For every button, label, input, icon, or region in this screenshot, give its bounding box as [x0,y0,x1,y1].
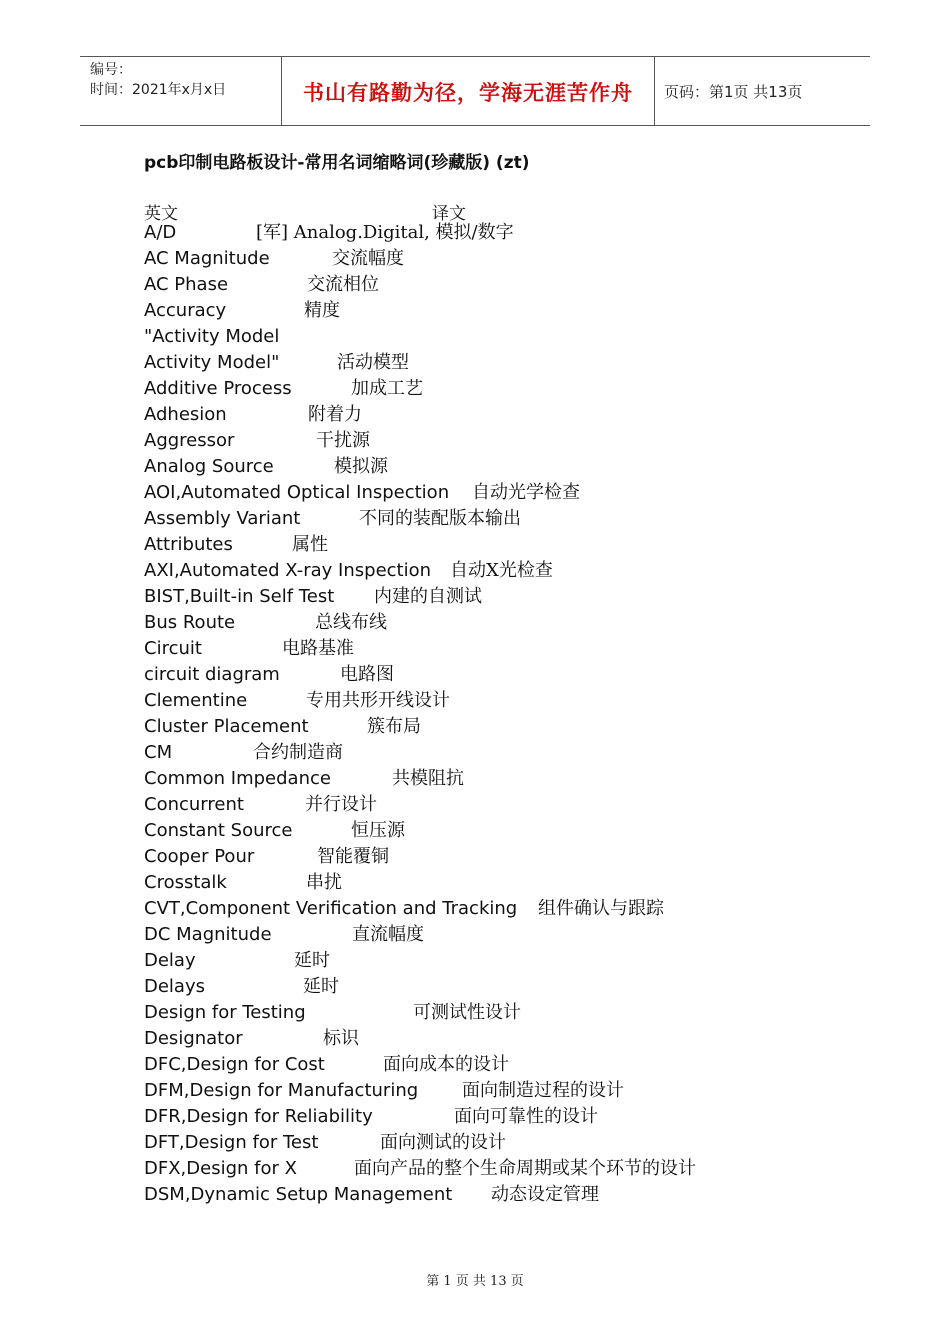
term-english: AC Phase [144,274,229,295]
glossary-entry [144,766,904,792]
term-translation: 面向成本的设计 [383,1054,509,1075]
header-number-label: 编号： [90,62,132,78]
term-english: Crosstalk [144,872,227,893]
term-translation: 电路图 [340,664,394,685]
term-english: "Activity Model [144,326,280,347]
glossary-entry [144,454,904,480]
term-translation: 交流幅度 [332,248,404,269]
glossary-entry [144,662,904,688]
term-translation: 电路基准 [282,638,354,659]
glossary-entry [144,1000,904,1026]
term-english: Bus Route [144,612,236,633]
glossary-entry [144,870,904,896]
term-translation: 干扰源 [316,430,370,451]
glossary-entry [144,584,904,610]
term-english: DFC,Design for Cost [144,1054,325,1075]
page-header [80,56,870,126]
glossary-list [144,220,904,1208]
term-translation: 面向制造过程的设计 [462,1080,624,1101]
column-header-english: 英文 [144,204,178,224]
glossary-entry [144,1052,904,1078]
term-translation: 合约制造商 [253,742,343,763]
term-english: circuit diagram [144,664,280,685]
header-motto: 书山有路勤为径，学海无涯苦作舟 [303,80,633,105]
term-english: DFR,Design for Reliability [144,1106,373,1127]
glossary-entry [144,818,904,844]
glossary-entry [144,714,904,740]
term-english: Designator [144,1028,243,1049]
glossary-entry [144,298,904,324]
glossary-entry [144,506,904,532]
term-translation: 属性 [292,534,328,555]
term-translation: 附着力 [308,404,362,425]
glossary-entry [144,974,904,1000]
term-translation: 交流相位 [307,274,379,295]
term-english: Cluster Placement [144,716,309,737]
term-english: BIST,Built-in Self Test [144,586,335,607]
term-english: DFM,Design for Manufacturing [144,1080,419,1101]
glossary-entry [144,1182,904,1208]
glossary-entry [144,1130,904,1156]
term-english: AOI,Automated Optical Inspection [144,482,450,503]
glossary-entry [144,428,904,454]
column-header-chinese: 译文 [432,204,466,224]
glossary-entry [144,844,904,870]
term-translation: 自动光学检查 [472,482,580,503]
glossary-entry [144,376,904,402]
term-translation: 串扰 [306,872,342,893]
term-translation: 可测试性设计 [413,1002,521,1023]
term-translation: 总线布线 [315,612,387,633]
term-english: DC Magnitude [144,924,272,945]
term-english: Cooper Pour [144,846,255,867]
glossary-entry [144,1156,904,1182]
term-english: Assembly Variant [144,508,301,529]
glossary-entry [144,402,904,428]
term-translation: 面向产品的整个生命周期或某个环节的设计 [354,1158,696,1179]
glossary-entry [144,1104,904,1130]
term-english: CVT,Component Verification and Tracking [144,898,518,919]
term-english: DSM,Dynamic Setup Management [144,1184,453,1205]
page-footer: 第 1 页 共 13 页 [426,1274,524,1289]
term-english: Accuracy [144,300,227,321]
glossary-entry [144,948,904,974]
glossary-entry [144,272,904,298]
header-time-label: 时间：2021年x月x日 [90,82,227,98]
term-translation: 簇布局 [367,716,421,737]
term-english: Constant Source [144,820,293,841]
term-english: Attributes [144,534,233,555]
term-translation: 动态设定管理 [491,1184,599,1205]
term-translation: 加成工艺 [351,378,423,399]
term-english: AXI,Automated X-ray Inspection [144,560,432,581]
header-meta [90,60,226,100]
term-translation: [军] Analog.Digital, 模拟/数字 [256,222,514,243]
header-divider-right [654,57,655,125]
term-translation: 并行设计 [305,794,377,815]
term-translation: 面向可靠性的设计 [454,1106,598,1127]
term-english: DFX,Design for X [144,1158,297,1179]
glossary-entry [144,558,904,584]
glossary-entry [144,922,904,948]
term-translation: 不同的装配版本输出 [359,508,521,529]
term-translation: 面向测试的设计 [380,1132,506,1153]
term-english: Adhesion [144,404,227,425]
term-english: DFT,Design for Test [144,1132,319,1153]
glossary-entry [144,246,904,272]
term-english: Delays [144,976,205,997]
glossary-entry [144,636,904,662]
term-translation: 专用共形开线设计 [306,690,450,711]
term-english: Concurrent [144,794,244,815]
term-translation: 内建的自测试 [374,586,482,607]
term-english: Analog Source [144,456,274,477]
term-translation: 精度 [304,300,340,321]
glossary-entry [144,480,904,506]
term-english: A/D [144,222,177,243]
glossary-entry [144,792,904,818]
term-translation: 共模阻抗 [392,768,464,789]
term-translation: 恒压源 [351,820,405,841]
term-english: Clementine [144,690,248,711]
term-english: Additive Process [144,378,292,399]
term-english: Design for Testing [144,1002,306,1023]
term-english: Aggressor [144,430,235,451]
term-english: Activity Model" [144,352,280,373]
term-translation: 模拟源 [334,456,388,477]
glossary-entry [144,610,904,636]
term-translation: 标识 [323,1028,359,1049]
term-translation: 智能覆铜 [317,846,389,867]
glossary-entry [144,350,904,376]
term-translation: 延时 [303,976,339,997]
term-translation: 直流幅度 [352,924,424,945]
term-translation: 延时 [294,950,330,971]
header-page-info: 页码：第1页 共13页 [664,83,803,101]
glossary-entry [144,1026,904,1052]
term-english: Delay [144,950,196,971]
term-translation: 自动X光检查 [450,560,553,581]
glossary-entry [144,896,904,922]
glossary-entry [144,324,904,350]
glossary-entry [144,532,904,558]
glossary-entry [144,688,904,714]
term-translation: 活动模型 [337,352,409,373]
glossary-entry [144,740,904,766]
term-english: Common Impedance [144,768,331,789]
glossary-entry [144,220,904,246]
term-english: CM [144,742,173,763]
term-translation: 组件确认与跟踪 [538,898,664,919]
term-english: Circuit [144,638,202,659]
term-english: AC Magnitude [144,248,270,269]
document-title: pcb印制电路板设计-常用名词缩略词(珍藏版) (zt) [144,153,530,173]
glossary-entry [144,1078,904,1104]
